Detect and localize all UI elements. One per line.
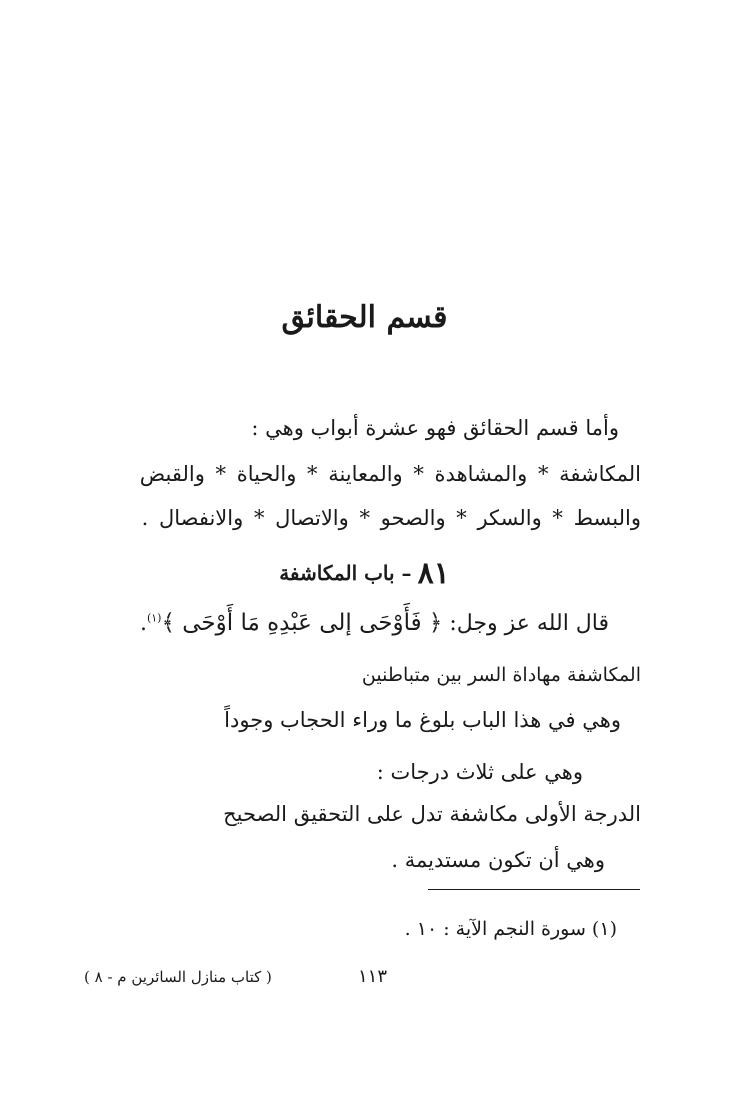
levels-count-line: وهي على ثلاث درجات : [376,760,583,784]
chapters-list-line-2: والبسط * والسكر * والصحو * والاتصال * والانفصال . [141,506,641,530]
page-number: ١١٣ [358,966,388,987]
quran-end-period: . [139,611,147,636]
section-heading: قسم الحقائق [281,300,448,335]
quran-intro: قال الله عز وجل: [449,611,609,636]
definition-line: المكاشفة مهاداة السر بين متباطنين [361,664,641,686]
chapter-number: ٨١ [417,556,450,591]
footnote: (١) سورة النجم الآية : ١٠ . [404,918,617,940]
chapter-meaning-line: وهي في هذا الباب بلوغ ما وراء الحجاب وجوداً [224,708,621,732]
footnote-divider [428,889,640,890]
chapter-title: – باب المكاشفة [279,561,412,585]
intro-paragraph: وأما قسم الحقائق فهو عشرة أبواب وهي : [251,416,619,440]
quran-quote-line [140,610,609,638]
first-degree-continuation: وهي أن تكون مستديمة . [391,848,605,872]
footnote-marker: (١) [146,611,162,625]
quran-verse: ﴿ فَأَوْحَى إلى عَبْدِهِ مَا أَوْحَى ﴾ [161,610,443,636]
first-degree-line: الدرجة الأولى مكاشفة تدل على التحقيق الصحيح [223,802,641,826]
printer-signature: ( كتاب منازل السائرين م - ٨ ) [84,968,272,986]
chapters-list-line-1: المكاشفة * والمشاهدة * والمعاينة * والحياة * والقبض [139,462,641,486]
chapter-heading [0,556,729,591]
